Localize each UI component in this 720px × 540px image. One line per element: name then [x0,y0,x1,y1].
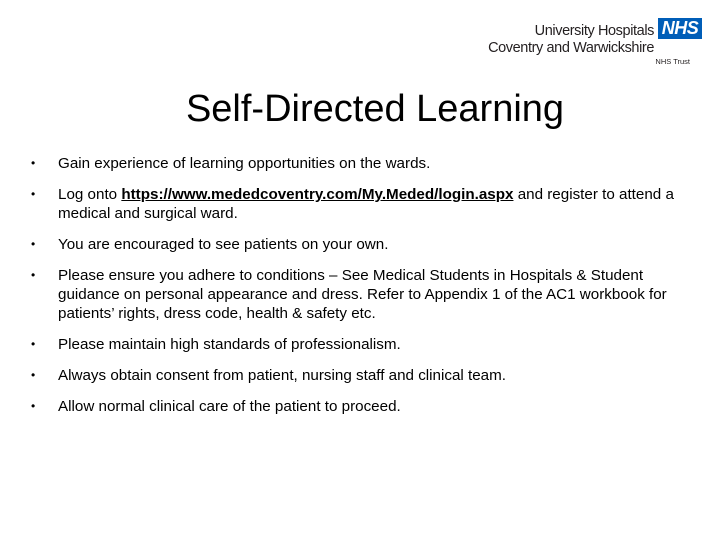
list-item [28,366,688,385]
nhs-badge-icon: NHS [658,18,702,39]
list-item-text-before-link: Log onto [58,186,122,203]
logo-org-line1: University Hospitals [534,23,654,39]
list-item [28,185,688,223]
list-item-text: You are encouraged to see patients on your own. [58,236,389,253]
list-item-text: Always obtain consent from patient, nursing staff and clinical team. [58,367,506,384]
page-title: Self-Directed Learning [185,88,565,130]
meded-login-link[interactable]: https://www.mededcoventry.com/My.Meded/login.aspx [121,186,514,203]
bullet-icon: • [31,337,36,351]
bullet-icon: • [31,187,36,201]
list-item [28,235,688,254]
list-item-text-after-link: and register to attend a medical and surgical ward. [58,186,674,222]
logo-org-line2: Coventry and Warwickshire [488,40,654,56]
bullet-icon: • [31,268,36,282]
list-item [28,335,688,354]
list-item [28,397,688,416]
list-item-text: Please ensure you adhere to conditions – See Medical Students in Hospitals & Student guidance on personal appearance and dress. Refer to Appendix 1 of the AC1 workbook for patients’ rights, dress code, health & safety etc. [58,267,667,322]
bullet-icon: • [31,399,36,413]
bullet-icon: • [31,156,36,170]
bullet-list [28,154,688,428]
logo-trust-label: NHS Trust [655,57,690,66]
list-item [28,154,688,173]
list-item-text: Please maintain high standards of professionalism. [58,336,401,353]
list-item-text: Gain experience of learning opportunities on the wards. [58,155,431,172]
list-item [28,266,688,323]
bullet-icon: • [31,368,36,382]
bullet-icon: • [31,237,36,251]
nhs-trust-logo [488,16,702,68]
list-item-text: Allow normal clinical care of the patient to proceed. [58,398,401,415]
